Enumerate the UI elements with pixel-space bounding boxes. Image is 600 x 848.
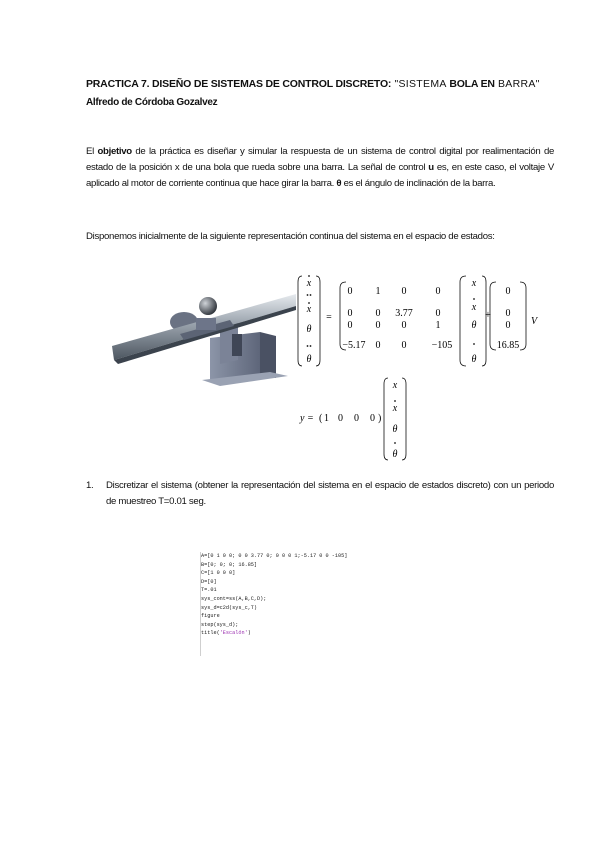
c-0: 1 xyxy=(324,413,329,424)
b-0: 0 xyxy=(505,286,511,297)
author-name: Alfredo de Córdoba Gozalvez xyxy=(86,97,218,108)
code-line: B=[0; 0; 0; 16.85] xyxy=(201,561,258,568)
code-line: figure xyxy=(201,613,220,620)
a-2-2: 0 xyxy=(401,320,407,331)
input-v: V xyxy=(531,316,538,327)
a-0-3: 0 xyxy=(435,286,441,297)
state-0: x xyxy=(471,278,477,289)
output-equation xyxy=(298,374,418,464)
equals-sign: = xyxy=(326,312,332,323)
code-line: sys_d=c2d(sys_c,T) xyxy=(201,604,258,611)
a-3-0: −5.17 xyxy=(342,340,366,351)
page-title: PRACTICA 7. DISEÑO DE SISTEMAS DE CONTROL DISCRETO: "SISTEMA BOLA EN BARRA" xyxy=(86,78,540,90)
state-deriv-3: θ xyxy=(306,354,312,365)
state-1: x xyxy=(471,302,477,313)
ball-beam-photo xyxy=(110,276,296,386)
a-3-1: 0 xyxy=(375,340,381,351)
matrix-a xyxy=(342,286,452,351)
c-3: 0 xyxy=(370,413,375,424)
plus-sign: + xyxy=(484,309,492,321)
a-1-2: 3.77 xyxy=(395,308,413,319)
y-state-1: x xyxy=(392,403,398,414)
y-state-0: x xyxy=(392,380,398,391)
a-3-2: 0 xyxy=(401,340,407,351)
code-line: D=[0] xyxy=(201,578,217,585)
b-2: 0 xyxy=(505,320,511,331)
code-line: T=.01 xyxy=(201,587,217,594)
b-1: 0 xyxy=(505,308,511,319)
svg-text:): ) xyxy=(378,413,382,424)
step-text: Discretizar el sistema (obtener la representación del sistema en el espacio de estados discreto) con un periodo de muestreo T=0.01 seg. xyxy=(106,480,554,507)
a-0-0: 0 xyxy=(347,286,353,297)
code-line: A=[0 1 0 0; 0 0 3.77 0; 0 0 0 1;-5.17 0 0 -105] xyxy=(201,553,348,559)
code-line: sys_cont=ss(A,B,C,D); xyxy=(201,595,267,602)
matrix-b xyxy=(497,286,520,351)
svg-text:(: ( xyxy=(319,413,323,424)
a-0-1: 1 xyxy=(375,286,381,297)
state-3: θ xyxy=(471,354,477,365)
matlab-code xyxy=(200,552,401,656)
state-deriv-0: x xyxy=(306,278,312,289)
a-2-0: 0 xyxy=(347,320,353,331)
a-1-1: 0 xyxy=(375,308,381,319)
y-label: y = xyxy=(300,413,314,424)
objective-paragraph: El objetivo de la práctica es diseñar y simular la respuesta de un sistema de control digital por realimentación de estado de la posición x de una bola que rueda sobre una barra. La señal de control u es, en este caso, el voltaje V aplicado al motor de corriente continua que hace girar la barra. θ es el ángulo de inclinación de la barra. xyxy=(86,146,555,189)
state-deriv-2: θ xyxy=(306,324,312,335)
representation-paragraph: Disponemos inicialmente de la siguiente representación continua del sistema en el espacio de estados: xyxy=(86,231,495,242)
c-2: 0 xyxy=(354,413,359,424)
step-number: 1. xyxy=(86,480,94,491)
a-0-2: 0 xyxy=(401,286,407,297)
a-3-3: −105 xyxy=(431,340,453,351)
b-3: 16.85 xyxy=(496,340,520,351)
y-state-3: θ xyxy=(392,449,398,460)
code-line: C=[1 0 0 0] xyxy=(201,570,236,577)
state-equation xyxy=(296,270,546,370)
code-line: step(sys_d); xyxy=(201,621,239,628)
a-2-1: 0 xyxy=(375,320,381,331)
c-1: 0 xyxy=(338,413,343,424)
y-state-2: θ xyxy=(392,424,398,435)
a-1-3: 0 xyxy=(435,308,441,319)
code-line: title('Escalón') xyxy=(201,630,251,637)
state-deriv-1: x xyxy=(306,304,312,315)
a-2-3: 1 xyxy=(435,320,441,331)
a-1-0: 0 xyxy=(347,308,353,319)
state-2: θ xyxy=(471,320,477,331)
